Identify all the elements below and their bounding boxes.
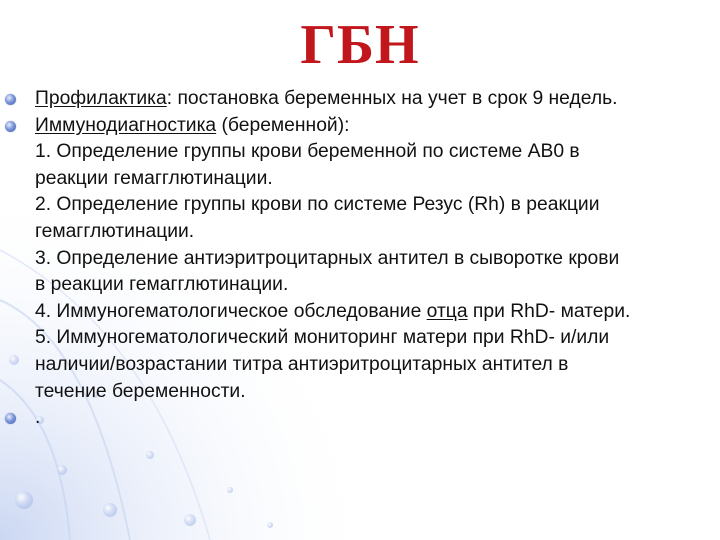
item-5-line-3: течение беременности. [35,380,246,402]
item-2-line-1: 2. Определение группы крови по системе Резус (Rh) в реакции [35,194,600,216]
item-3-line-2: в реакции гемагглютинации. [35,274,289,296]
slide-title: ГБН [300,14,420,76]
item-2-line-2: гемагглютинации. [35,220,195,242]
term-prophylaxis: Профилактика [35,88,167,109]
item-4-pre: 4. Иммуногематологическое обследование [35,300,427,322]
item-4-father: отца [426,300,468,322]
bullet-empty [0,405,720,432]
item-4-line [35,299,718,326]
bullet-immunodiagnostics [0,113,720,406]
bullet-marker-icon [5,413,16,424]
item-3-line-1: 3. Определение антиэритроцитарных антител в сыворотке крови [35,247,620,269]
bullet-line [35,113,718,140]
bullet-dot-text: . [35,407,41,429]
item-1-line-2: реакции гемагглютинации. [35,167,273,189]
item-1-line-1: 1. Определение группы крови беременной по системе АВ0 в [35,141,580,163]
item-5-line-1: 5. Иммуногематологический мониторинг матери при RhD- и/или [35,327,610,349]
bullet-line [35,86,718,113]
bullet-marker-icon [5,121,16,132]
bullet-prophylaxis [0,86,720,113]
slide-content [0,86,720,432]
bullet-marker-icon [5,94,16,105]
item-5-line-2: наличии/возрастании титра антиэритроцитарных антител в [35,353,569,375]
immunodiagnostics-text: (беременной): [216,114,350,136]
term-immunodiagnostics: Иммунодиагностика [35,114,217,136]
item-4-post: при RhD- матери. [467,300,631,322]
prophylaxis-text: : постановка беременных на учет в срок 9 недель. [166,88,618,109]
